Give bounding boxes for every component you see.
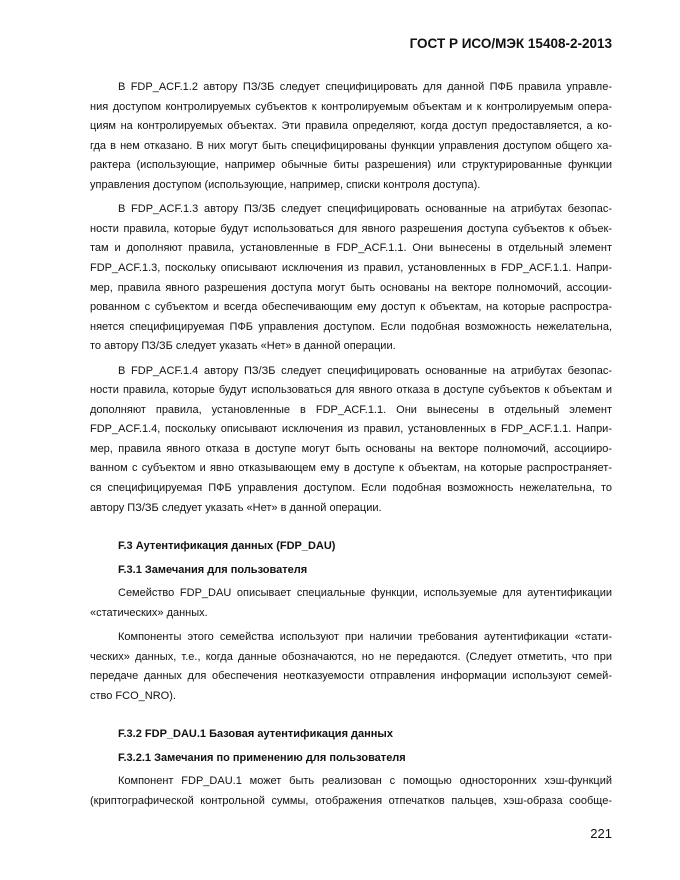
section-heading: F.3.1 Замечания для пользователя [118, 564, 308, 577]
text-line: рованном с субъектом и всегда обеспечивающим ему доступ к объектам, на которые распростра- [90, 301, 612, 314]
document-header-title: ГОСТ Р ИСО/МЭК 15408-2-2013 [409, 36, 612, 51]
paragraph [90, 628, 612, 706]
section-heading: F.3.2.1 Замечания по применению для пользователя [118, 752, 406, 765]
text-line: В FDP_ACF.1.4 автору ПЗ/ЗБ следует специфицировать основанные на атрибутах безопас- [118, 364, 612, 377]
paragraph [90, 584, 612, 623]
section-heading: F.3 Аутентификация данных (FDP_DAU) [118, 540, 336, 553]
text-line: ности правила, которые будут использоваться для явного разрешения доступа субъектов к объек- [90, 222, 612, 235]
paragraph [90, 772, 612, 811]
text-line: ство FCO_NRO). [90, 689, 176, 702]
paragraph [90, 78, 612, 196]
section-heading: F.3.2 FDP_DAU.1 Базовая аутентификация данных [118, 728, 393, 741]
paragraph [90, 362, 612, 519]
text-line: (криптографической контрольной суммы, отображения отпечатков пальцев, хэш-образа сообще- [90, 795, 612, 807]
text-line: Компонент FDP_DAU.1 может быть реализован с помощью односторонних хэш-функций [118, 775, 612, 788]
text-line: рактера (использующие, например обычные биты разрешения) или структурированные функции [90, 159, 612, 172]
text-line: «статических» данных. [90, 606, 208, 619]
text-line: циям на контролируемых объектах. Эти правила определяют, когда доступ предоставляется, а ко- [90, 120, 612, 133]
document-body [90, 78, 612, 816]
text-line: ческих» данных, т.е., когда данные обозначаются, но не передаются. (Следует отметить, что при [90, 650, 612, 663]
text-line: передаче данных для обеспечения неотказуемости отправления информации используют семей- [90, 670, 612, 683]
text-line: там и дополняют правила, установленные в FDP_ACF.1.1. Они вынесены в отдельный элемент [90, 242, 612, 255]
page-number: 221 [590, 826, 612, 841]
text-line: мер, правила явного разрешения доступа могут быть основаны на векторе полномочий, ассоции- [90, 281, 612, 294]
text-line: гда в нем отказано. В них могут быть специфицированы функции управления доступом общего ха- [90, 139, 612, 152]
text-line: автору ПЗ/ЗБ следует указать «Нет» в данной операции. [90, 501, 382, 514]
text-line: Семейство FDP_DAU описывает специальные функции, используемые для аутентификации [118, 587, 612, 600]
text-line: то автору ПЗ/ЗБ следует указать «Нет» в данной операции. [90, 340, 396, 353]
text-line: ся специфицируемая ПФБ управления доступом. Если подобная возможность нежелательна, то [90, 482, 612, 495]
text-line: ния доступом контролируемых субъектов к контролируемым объектам и к контролируемым опера- [90, 100, 612, 113]
text-line: мер, правила явного отказа в доступе могут быть основаны на векторе полномочий, ассоцииро- [90, 442, 612, 455]
text-line: В FDP_ACF.1.3 автору ПЗ/ЗБ следует специфицировать основанные на атрибутах безопас- [118, 203, 612, 216]
paragraph [90, 200, 612, 357]
text-line: няется специфицируемая ПФБ управления доступом. Если подобная возможность нежелательна, [90, 320, 612, 333]
text-line: ности правила, которые будут использоваться для явного отказа в доступе субъектов к объектам и [90, 384, 612, 397]
text-line: Компоненты этого семейства используют при наличии требования аутентификации «стати- [118, 631, 612, 644]
text-line: FDP_ACF.1.3, поскольку описывают исключения из правил, установленных в FDP_ACF.1.1. Напри- [90, 261, 612, 274]
text-line: В FDP_ACF.1.2 автору ПЗ/ЗБ следует специфицировать для данной ПФБ правила управле- [118, 81, 612, 93]
text-line: FDP_ACF.1.4, поскольку описывают исключения из правил, установленных в FDP_ACF.1.1. Напри- [90, 423, 612, 436]
text-line: дополняют правила, установленные в FDP_ACF.1.1. Они вынесены в отдельный элемент [90, 403, 612, 416]
text-line: ванном с субъектом и явно отказывающем ему в доступе к объектам, на которые распространяет- [90, 462, 612, 475]
text-line: управления доступом (использующие, например, списки контроля доступа). [90, 178, 481, 191]
